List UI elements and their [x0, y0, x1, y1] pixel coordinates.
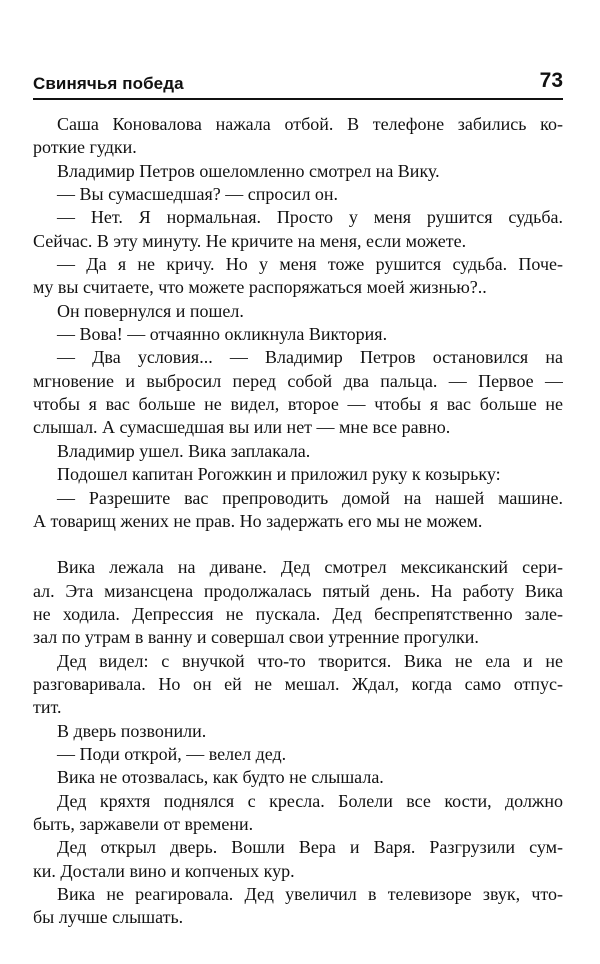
text-line: быть, заржавели от времени.	[33, 813, 254, 834]
text-section-1	[33, 113, 563, 533]
text-line: му вы считаете, что можете распоряжаться моей жизнью?..	[33, 277, 487, 298]
text-line: разговаривала. Но он ей не мешал. Ждал, когда само отпус-	[33, 673, 563, 694]
text-line: — Нет. Я нормальная. Просто у меня рушится судьба.	[57, 207, 563, 228]
text-line: зал по утрам в ванну и совершал свои утренние прогулки.	[33, 627, 479, 648]
text-line: Вика лежала на диване. Дед смотрел мексиканский сери-	[57, 557, 563, 578]
chapter-title: Свинячья победа	[33, 74, 184, 93]
text-line: Владимир ушел. Вика заплакала.	[57, 440, 311, 461]
text-line: слышал. А сумасшедшая вы или нет — мне все равно.	[33, 417, 451, 438]
text-line: Саша Коновалова нажала отбой. В телефоне забились ко-	[57, 114, 563, 134]
text-section-2	[33, 556, 563, 930]
text-line: бы лучше слышать.	[33, 907, 184, 928]
text-line: — Вова! — отчаянно окликнула Виктория.	[57, 324, 388, 345]
text-line: тит.	[33, 697, 62, 718]
section-break	[33, 533, 563, 556]
text-line: А товарищ жених не прав. Но задержать его мы не можем.	[33, 510, 483, 531]
text-line: — Поди открой, — велел дед.	[57, 743, 287, 764]
text-line: Сейчас. В эту минуту. Не кричите на меня, если можете.	[33, 230, 467, 251]
text-line: — Два условия... — Владимир Петров остановился на	[57, 347, 563, 368]
text-line: — Разрешите вас препроводить домой на нашей машине.	[57, 487, 563, 508]
text-line: Он повернулся и пошел.	[57, 300, 244, 321]
text-line: Дед кряхтя поднялся с кресла. Болели все кости, должно	[57, 790, 563, 811]
text-line: Владимир Петров ошеломленно смотрел на Вику.	[57, 160, 440, 181]
text-line: — Да я не кричу. Но у меня тоже рушится судьба. Поче-	[57, 254, 563, 275]
text-line: роткие гудки.	[33, 137, 137, 158]
page-number: 73	[539, 69, 563, 92]
text-line: Подошел капитан Рогожкин и приложил руку к козырьку:	[57, 464, 501, 485]
text-line: Дед видел: с внучкой что-то творится. Вика не ела и не	[57, 650, 563, 671]
text-line: мгновение и выбросил перед собой два пальца. — Первое —	[33, 370, 563, 391]
text-line: Вика не реагировала. Дед увеличил в телевизоре звук, что-	[57, 884, 563, 904]
text-line: Вика не отозвалась, как будто не слышала.	[57, 767, 384, 788]
text-line: чтобы я вас больше не видел, второе — чтобы я вас больше не	[33, 394, 563, 415]
text-line: ал. Эта мизансцена продолжалась пятый день. На работу Вика	[33, 580, 563, 601]
text-line: В дверь позвонили.	[57, 720, 207, 741]
text-line: не ходила. Депрессия не пускала. Дед беспрепятственно зале-	[33, 603, 563, 624]
text-line: Дед открыл дверь. Вошли Вера и Варя. Разгрузили сум-	[57, 837, 563, 858]
body-text	[33, 113, 563, 930]
text-line: ки. Достали вино и копченых кур.	[33, 860, 295, 881]
text-line: — Вы сумасшедшая? — спросил он.	[57, 184, 339, 205]
running-header	[33, 68, 563, 100]
